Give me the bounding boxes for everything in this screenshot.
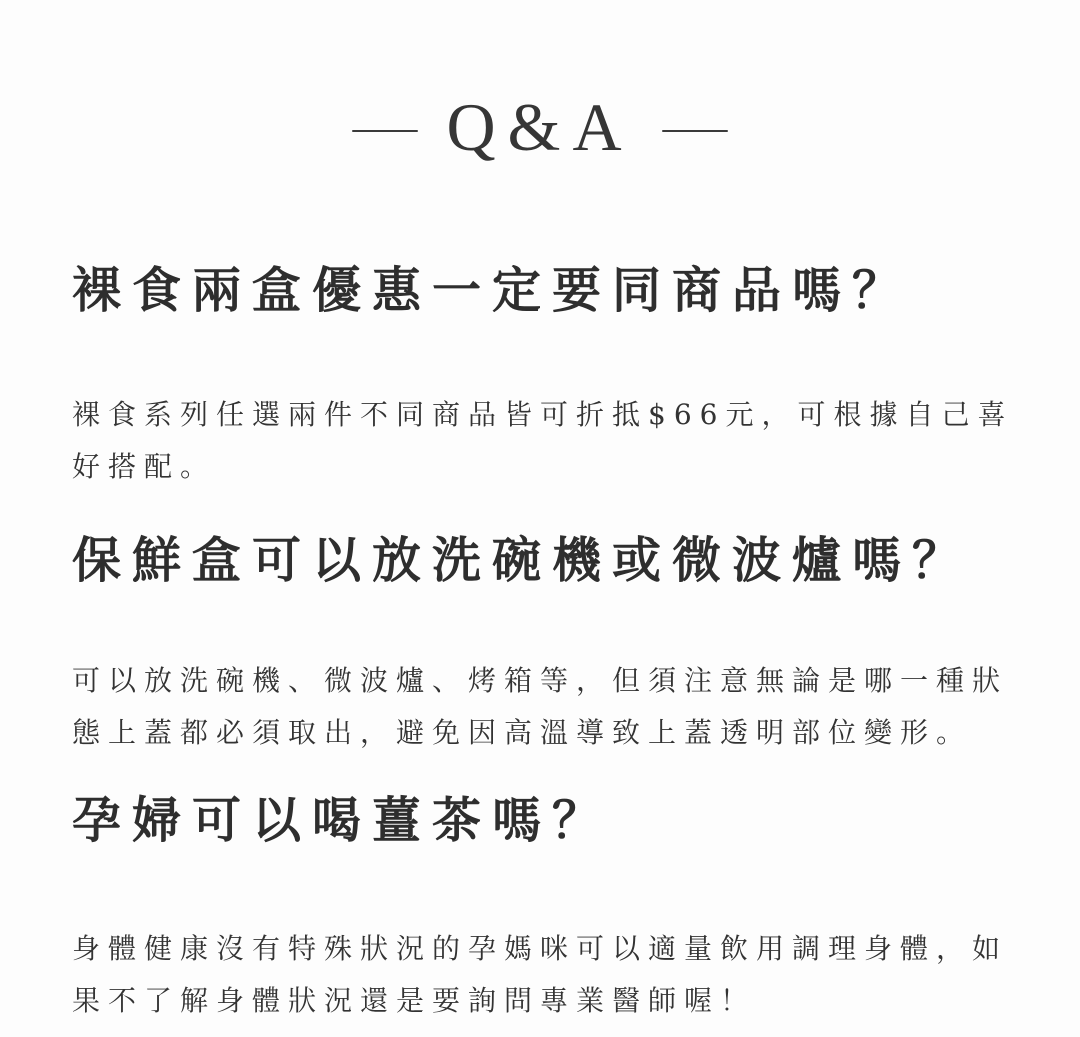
faq-answer-3: 身體健康沒有特殊狀況的孕媽咪可以適量飲用調理身體，如果不了解身體狀況還是要詢問專業醫師喔！ [72, 932, 1009, 1017]
faq-item-3 [72, 791, 1022, 1027]
right-decorative-dash [662, 130, 728, 132]
faq-question-3: 孕婦可以喝薑茶嗎？ [72, 791, 613, 849]
faq-answer-1: 裸食系列任選兩件不同商品皆可折抵$66元，可根據自己喜好搭配。 [72, 398, 1014, 483]
faq-answer-2: 可以放洗碗機、微波爐、烤箱等，但須注意無論是哪一種狀態上蓋都必須取出，避免因高溫導致上蓋透明部位變形。 [72, 664, 1009, 749]
page-title: Q&A [446, 89, 634, 165]
faq-question-1: 裸食兩盒優惠一定要同商品嗎？ [72, 261, 913, 319]
left-decorative-dash [352, 130, 418, 132]
faq-item-2 [72, 531, 1022, 759]
qa-header [0, 84, 1080, 170]
faq-question-2: 保鮮盒可以放洗碗機或微波爐嗎？ [72, 531, 973, 589]
faq-item-1 [72, 261, 1022, 493]
